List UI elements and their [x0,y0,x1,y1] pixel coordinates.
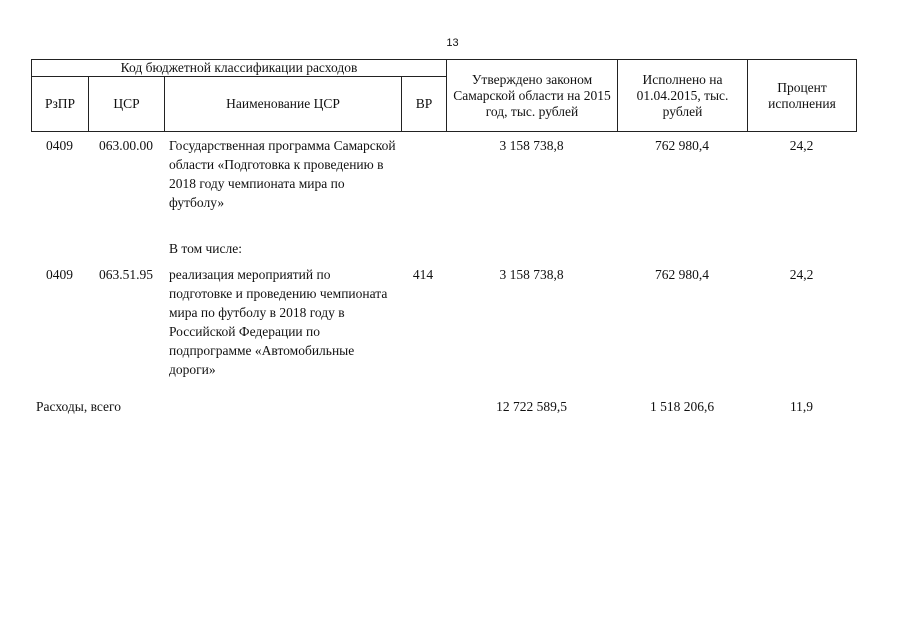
row-csr-name: Государственная программа Самарской области «Подготовка к проведению в 2018 году чемпионата мира по футболу» [169,138,396,210]
row-rzpr: 0409 [46,267,73,282]
table-header [31,59,857,132]
including-label: В том числе: [169,241,242,256]
total-percent: 11,9 [789,399,814,414]
row-executed: 762 980,4 [655,267,709,282]
row-percent: 24,2 [789,267,814,282]
header-approved: Утверждено законом Самарской области на 2015 год, тыс. рублей [447,60,618,132]
header-budget-classification: Код бюджетной классификации расходов [32,60,447,77]
total-approved: 12 722 589,5 [496,399,567,414]
row-approved: 3 158 738,8 [499,138,564,153]
row-csr: 063.51.95 [99,267,153,282]
row-csr-name: реализация мероприятий по подготовке и проведению чемпионата мира по футболу в 2018 году в Российской Федерации по подпрограмме «Автомобильные дороги» [169,267,388,377]
row-csr: 063.00.00 [99,138,153,153]
row-approved: 3 158 738,8 [499,267,564,282]
row-percent: 24,2 [789,138,814,153]
header-vr: ВР [402,77,447,132]
total-label: Расходы, всего [36,399,121,414]
row-rzpr: 0409 [46,138,73,153]
header-csr-name: Наименование ЦСР [165,77,402,132]
header-csr: ЦСР [89,77,165,132]
header-rzpr: РзПР [32,77,89,132]
page-number: 13 [446,37,459,49]
row-executed: 762 980,4 [655,138,709,153]
total-executed: 1 518 206,6 [649,399,715,414]
header-executed: Исполнено на 01.04.2015, тыс. рублей [618,60,748,132]
header-percent: Процент исполнения [748,60,857,132]
row-vr: 414 [412,267,434,282]
